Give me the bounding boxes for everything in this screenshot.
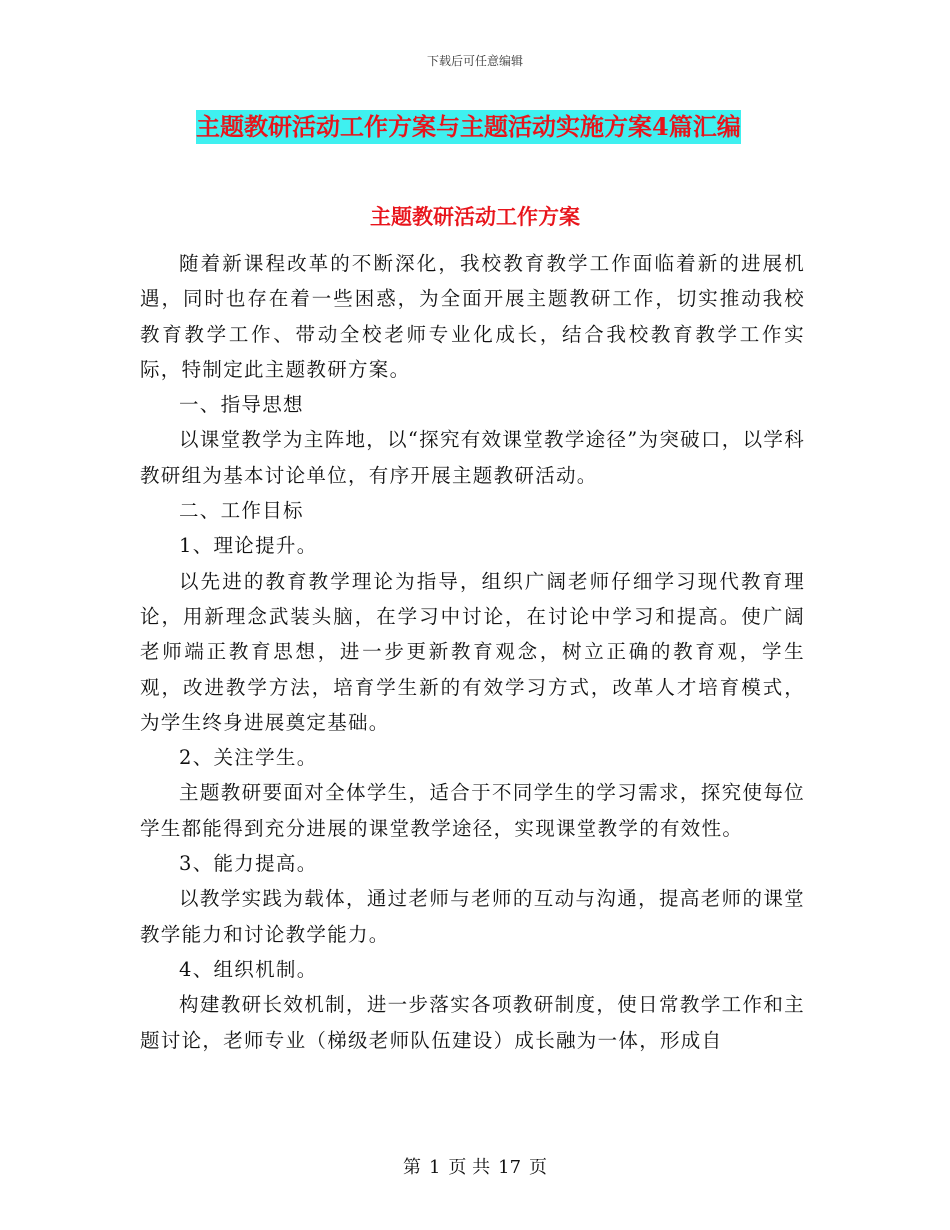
- paragraph: 以教学实践为载体，通过老师与老师的互动与沟通，提高老师的课堂教学能力和讨论教学能力。: [140, 887, 805, 946]
- section-title: 主题教研活动工作方案: [370, 204, 580, 229]
- page-total-number: 17: [498, 1157, 522, 1178]
- document-title: 主题教研活动工作方案与主题活动实施方案4篇汇编: [196, 110, 741, 144]
- paragraph: 以课堂教学为主阵地，以“探究有效课堂教学途径”为突破口，以学科教研组为基本讨论单位，有序开展主题教研活动。: [140, 428, 805, 487]
- paragraph: 4、组织机制。: [179, 957, 318, 981]
- paragraph: 二、工作目标: [179, 499, 304, 523]
- paragraph: 1、理论提升。: [179, 534, 318, 558]
- page-current-number: 1: [428, 1157, 441, 1178]
- document-title-container: [196, 110, 800, 144]
- paragraph: 构建教研长效机制，进一步落实各项教研制度，使日常教学工作和主题讨论，老师专业（梯级老师队伍建设）成长融为一体，形成自: [140, 993, 805, 1052]
- paragraph: 2、关注学生。: [179, 746, 318, 770]
- header-note: 下载后可任意编辑: [426, 54, 523, 68]
- page-footer: [0, 1153, 950, 1179]
- page-suffix: 页: [529, 1157, 548, 1178]
- paragraph: 以先进的教育教学理论为指导，组织广阔老师仔细学习现代教育理论，用新理念武装头脑，在学习中讨论，在讨论中学习和提高。使广阔老师端正教育思想，进一步更新教育观念，树立正确的教育观，学生观，改进教学方法，培育学生新的有效学习方式，改革人才培育模式，为学生终身进展奠定基础。: [140, 569, 805, 734]
- paragraph: 随着新课程改革的不断深化，我校教育教学工作面临着新的进展机遇，同时也存在着一些困惑，为全面开展主题教研工作，切实推动我校教育教学工作、带动全校老师专业化成长，结合我校教育教学工作实际，特制定此主题教研方案。: [140, 252, 805, 381]
- paragraph: 一、指导思想: [179, 393, 304, 417]
- paragraph: 3、能力提高。: [179, 852, 318, 876]
- page-mid: 页 共: [448, 1157, 491, 1178]
- document-body: [140, 246, 805, 1058]
- paragraph: 主题教研要面对全体学生，适合于不同学生的学习需求，探究使每位学生都能得到充分进展的课堂教学途径，实现课堂教学的有效性。: [140, 781, 805, 840]
- page-prefix: 第: [402, 1157, 421, 1178]
